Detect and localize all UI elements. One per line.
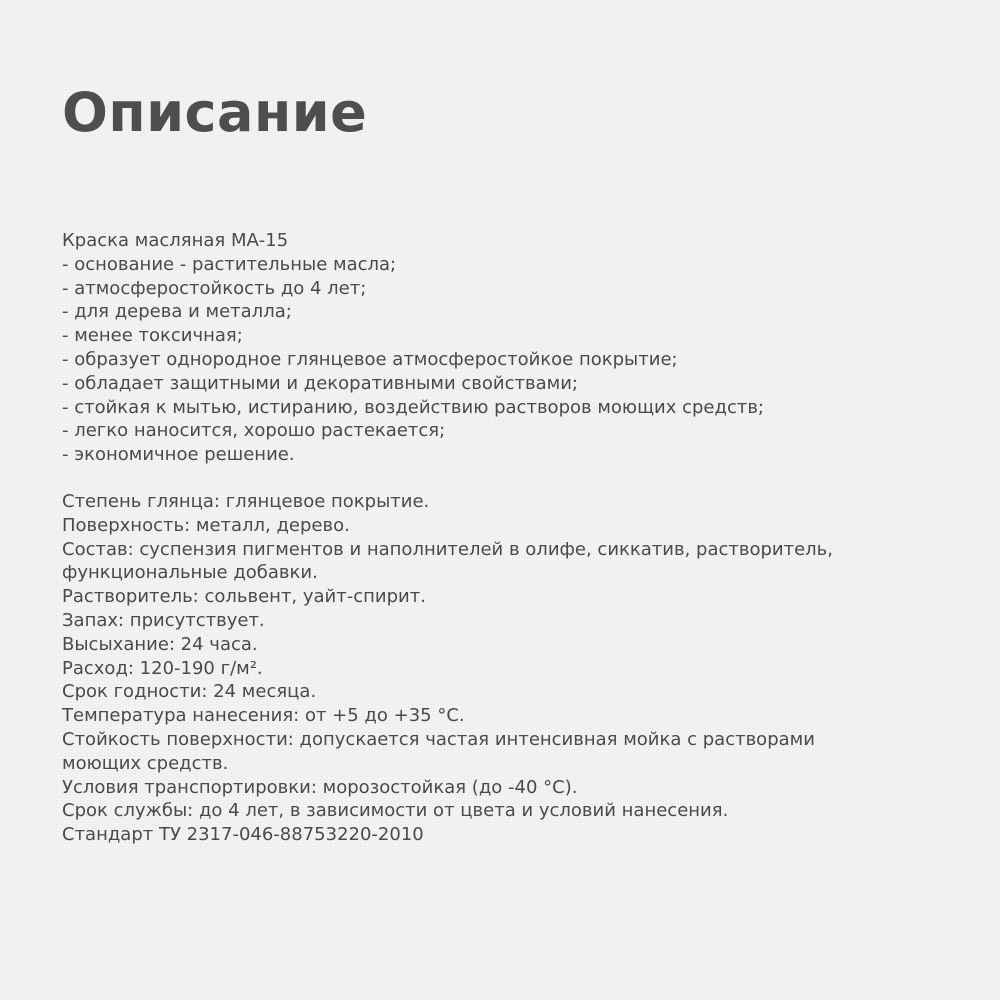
spec-line: Степень глянца: глянцевое покрытие. <box>62 491 430 512</box>
spec-line: Поверхность: металл, дерево. <box>62 514 350 536</box>
spec-line: Температура нанесения: от +5 до +35 °С. <box>62 705 465 727</box>
feature-item: - стойкая к мытью, истиранию, воздействию растворов моющих средств; <box>62 396 764 418</box>
spec-line: Состав: суспензия пигментов и наполнителей в олифе, сиккатив, растворитель, <box>62 538 834 560</box>
spec-line: Высыхание: 24 часа. <box>62 633 258 655</box>
specifications-block <box>62 490 962 847</box>
spec-line: Расход: 120-190 г/м². <box>62 657 263 679</box>
feature-item: - обладает защитными и декоративными свойствами; <box>62 372 578 394</box>
spec-line: Стандарт ТУ 2317-046-88753220-2010 <box>62 824 424 846</box>
spec-line: моющих средств. <box>62 752 229 774</box>
feature-item: - менее токсичная; <box>62 325 243 347</box>
spec-line: Стойкость поверхности: допускается частая интенсивная мойка с растворами <box>62 728 815 750</box>
product-name: Краска масляная МА-15 <box>62 230 289 251</box>
feature-item: - образует однородное глянцевое атмосферостойкое покрытие; <box>62 348 678 370</box>
spec-line: Условия транспортировки: морозостойкая (до -40 °С). <box>62 776 578 798</box>
feature-item: - экономичное решение. <box>62 444 295 466</box>
feature-item: - легко наносится, хорошо растекается; <box>62 420 446 442</box>
feature-item: - для дерева и металла; <box>62 301 292 323</box>
spec-line: Срок годности: 24 месяца. <box>62 681 317 703</box>
page-title: Описание <box>62 81 368 144</box>
spec-line: Срок службы: до 4 лет, в зависимости от цвета и условий нанесения. <box>62 800 729 822</box>
spec-line: функциональные добавки. <box>62 562 318 584</box>
feature-item: - основание - растительные масла; <box>62 253 397 275</box>
feature-item: - атмосферостойкость до 4 лет; <box>62 277 367 299</box>
spec-line: Запах: присутствует. <box>62 609 265 631</box>
spec-line: Растворитель: сольвент, уайт-спирит. <box>62 586 426 608</box>
description-block <box>62 229 962 467</box>
